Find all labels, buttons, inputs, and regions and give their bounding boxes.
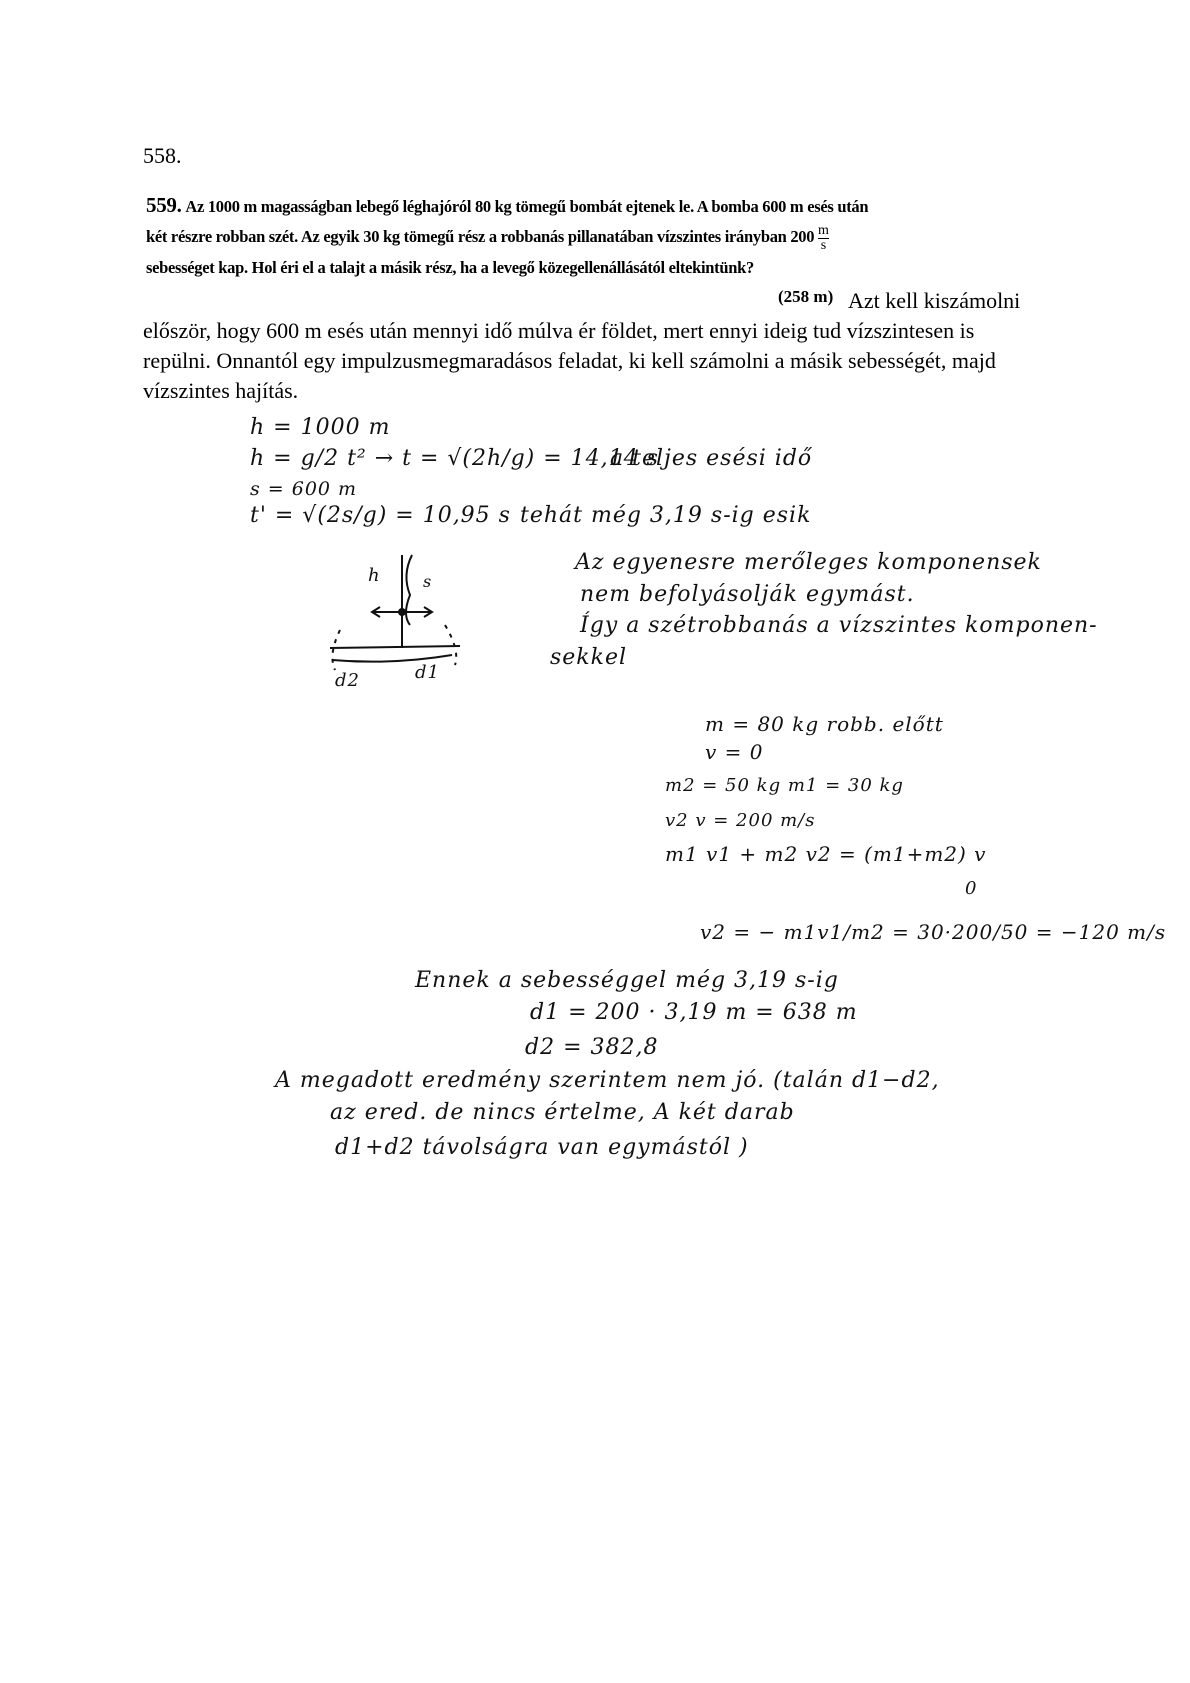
diagram-label-d1: d1: [415, 662, 440, 683]
diagram-label-d2: d2: [335, 670, 360, 691]
hw-line: m = 80 kg robb. előtt: [705, 712, 944, 736]
hw-line: t' = √(2s/g) = 10,95 s: [250, 503, 511, 528]
problem-answer: (258 m): [778, 287, 834, 306]
hw-line: sekkel: [550, 645, 628, 670]
diagram-label-s: s: [423, 572, 433, 591]
hw-line: d1 = 200 · 3,19 m = 638 m: [530, 1000, 858, 1025]
hw-line: az ered. de nincs értelme, A két darab: [330, 1100, 795, 1125]
hw-line: Így a szétrobbanás a vízszintes komponen-: [580, 613, 1098, 638]
explosion-sketch: [330, 555, 460, 670]
hw-line: d1+d2 távolságra van egymástól ): [335, 1135, 749, 1160]
hw-line: nem befolyásolják egymást.: [580, 582, 915, 607]
page-number: 558.: [143, 143, 182, 168]
hw-line: s = 600 m: [250, 478, 358, 500]
hw-line: m2 = 50 kg m1 = 30 kg: [665, 775, 904, 796]
diagram-label-h: h: [368, 565, 381, 586]
hw-line: v2 v = 200 m/s: [665, 810, 816, 831]
hw-line: h = g/2 t² → t = √(2h/g) = 14,14 s: [250, 446, 659, 471]
problem-text-2: sebességet kap. Hol éri el a talajt a másik rész, ha a levegő közegellenállásától eltekintünk?: [146, 257, 754, 277]
hw-line: m1 v1 + m2 v2 = (m1+m2) v: [665, 842, 987, 866]
hw-line: tehát még 3,19 s-ig esik: [520, 503, 812, 528]
hw-line: Ennek a sebességgel még 3,19 s-ig: [415, 968, 839, 993]
hw-line: v2 = − m1v1/m2 = 30·200/50 = −120 m/s: [700, 920, 1167, 944]
hw-line: d2 = 382,8: [525, 1035, 659, 1060]
hw-line: v = 0: [705, 740, 764, 764]
problem-text-1: Az 1000 m magasságban lebegő léghajóról 80 kg tömegű bombát ejtenek le. A bomba 600 m esés után két részre robban szét. Az egyik 30 kg tömegű rész a robbanás pillanatában vízszintes irányban 200: [146, 197, 869, 246]
hw-line: Az egyenesre merőleges komponensek: [575, 550, 1042, 575]
typed-comment: Azt kell kiszámolni először, hogy 600 m esés után mennyi idő múlva ér földet, mert ennyi ideig tud vízszintesen is repülni. Onnantól egy impulzusmegmaradásos feladat, ki kell számolni a másik sebességét, majd vízszintes hajítás.: [143, 288, 1021, 403]
hw-line: h = 1000 m: [250, 415, 391, 440]
hw-line: A megadott eredmény szerintem nem jó. (talán d1−d2,: [275, 1068, 940, 1093]
hw-line: 0: [965, 878, 978, 899]
problem-number: 559.: [146, 193, 182, 217]
unit-denominator: s: [820, 237, 826, 253]
hw-line: a teljes esési idő: [610, 446, 813, 471]
unit-numerator: m: [818, 222, 829, 238]
